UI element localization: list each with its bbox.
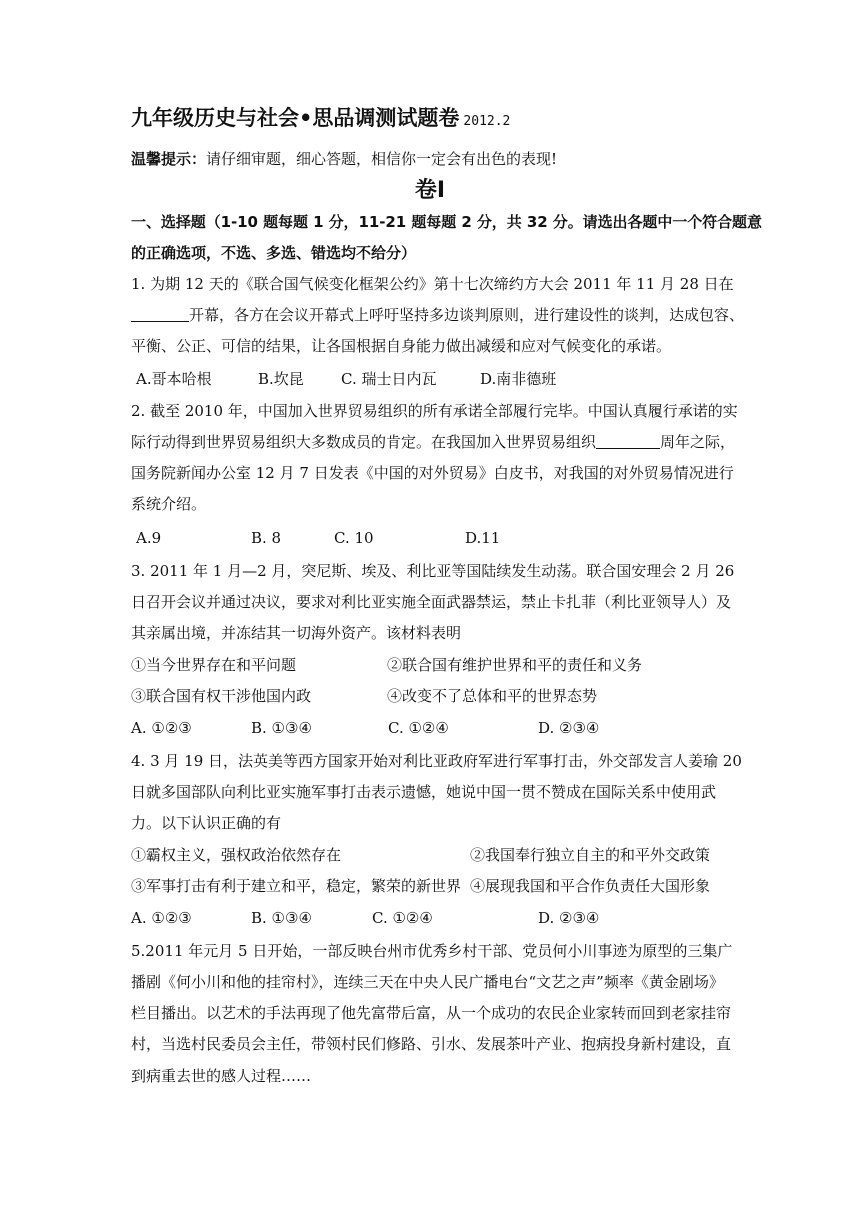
q2-option-c: C. 10 bbox=[334, 529, 374, 547]
hint-label: 温馨提示： bbox=[131, 150, 207, 168]
q4-option-d: D. ②③④ bbox=[538, 909, 600, 927]
q1-option-d: D.南非德班 bbox=[480, 370, 557, 388]
q4-option-c: C. ①②④ bbox=[372, 909, 433, 927]
title-text: 九年级历史与社会•思品调测试题卷 bbox=[131, 106, 460, 130]
q1-line-2 bbox=[131, 305, 744, 325]
q3-option-c: C. ①②④ bbox=[388, 719, 449, 737]
q4-line-2: 日就多国部队向利比亚实施军事打击表示遗憾，她说中国一贯不赞成在国际关系中使用武 bbox=[131, 783, 717, 801]
q2-line-1: 2. 截至 2010 年，中国加入世界贸易组织的所有承诺全部履行完毕。中国认真履行承诺的实 bbox=[131, 402, 738, 420]
q3-statement-4: ④改变不了总体和平的世界态势 bbox=[387, 687, 598, 705]
q4-statements-1 bbox=[131, 845, 711, 865]
q2-line-2 bbox=[131, 432, 735, 452]
q1-option-a: A.哥本哈根 bbox=[136, 370, 212, 388]
q4-line-1: 4. 3 月 19 日，法英美等西方国家开始对利比亚政府军进行军事打击，外交部发言人姜瑜 20 bbox=[131, 752, 742, 770]
volume-heading: 卷Ⅰ bbox=[414, 178, 446, 203]
q3-line-1: 3. 2011 年 1 月—2 月，突尼斯、埃及、利比亚等国陆续发生动荡。联合国安理会 2 月 26 bbox=[131, 562, 735, 580]
q5-line-4: 村，当选村民委员会主任，带领村民们修路、引水、发展茶叶产业、抱病投身新村建设，直 bbox=[131, 1035, 732, 1053]
hint-line bbox=[131, 149, 557, 169]
q1-line-1: 1. 为期 12 天的《联合国气候变化框架公约》第十七次缔约方大会 2011 年 11 月 28 日在 bbox=[131, 275, 734, 293]
q3-option-a: A. ①②③ bbox=[131, 719, 192, 737]
q4-statements-2 bbox=[131, 876, 711, 896]
q4-statement-4: ④展现我国和平合作负责任大国形象 bbox=[470, 877, 711, 895]
q2-line-2b: 周年之际， bbox=[660, 433, 736, 451]
q5-line-1: 5.2011 年元月 5 日开始，一部反映台州市优秀乡村干部、党员何小川事迹为原型的三集广 bbox=[131, 942, 733, 960]
answer-blank bbox=[131, 305, 189, 322]
q4-line-3: 力。以下认识正确的有 bbox=[131, 814, 282, 832]
q3-statement-1: ①当今世界存在和平问题 bbox=[131, 656, 297, 674]
hint-text: 请仔细审题，细心答题，相信你一定会有出色的表现! bbox=[206, 150, 558, 168]
q3-option-d: D. ②③④ bbox=[538, 719, 600, 737]
q3-line-3: 其亲属出境，并冻结其一切海外资产。该材料表明 bbox=[131, 624, 462, 642]
section-instructions-2: 的正确选项，不选、多选、错选均不给分） bbox=[131, 244, 417, 262]
q3-statements-1 bbox=[131, 655, 643, 675]
q3-statement-3: ③联合国有权干涉他国内政 bbox=[131, 687, 312, 705]
exam-title bbox=[131, 102, 510, 132]
q2-line-4: 系统介绍。 bbox=[131, 495, 207, 513]
q3-statement-2: ②联合国有维护世界和平的责任和义务 bbox=[387, 656, 643, 674]
q4-option-a: A. ①②③ bbox=[131, 909, 192, 927]
q5-line-2: 播剧《何小川和他的挂帘村》，连续三天在中央人民广播电台“文艺之声”频率《黄金剧场》 bbox=[131, 973, 724, 991]
q2-option-a: A.9 bbox=[136, 529, 162, 547]
q4-statement-1: ①霸权主义，强权政治依然存在 bbox=[131, 846, 342, 864]
exam-date: 2012.2 bbox=[463, 114, 511, 129]
q2-option-d: D.11 bbox=[465, 529, 501, 547]
q5-line-3: 栏目播出。以艺术的手法再现了他先富带后富，从一个成功的农民企业家转而回到老家挂帘 bbox=[131, 1004, 732, 1022]
q3-statements-2 bbox=[131, 686, 598, 706]
q3-line-2: 日召开会议并通过决议，要求对利比亚实施全面武器禁运，禁止卡扎菲（利比亚领导人）及 bbox=[131, 593, 732, 611]
q1-line-2-text: 开幕，各方在会议开幕式上呼吁坚持多边谈判原则，进行建设性的谈判，达成包容、 bbox=[189, 306, 745, 324]
q2-line-2a: 际行动得到世界贸易组织大多数成员的肯定。在我国加入世界贸易组织 bbox=[131, 433, 597, 451]
q1-option-b: B.坎昆 bbox=[258, 370, 304, 388]
q2-option-b: B. 8 bbox=[251, 529, 282, 547]
answer-blank bbox=[596, 432, 660, 449]
q3-option-b: B. ①③④ bbox=[251, 719, 312, 737]
q2-line-3: 国务院新闻办公室 12 月 7 日发表《中国的对外贸易》白皮书，对我国的对外贸易情况进行 bbox=[131, 464, 734, 482]
q5-line-5: 到病重去世的感人过程…… bbox=[131, 1067, 312, 1085]
q1-option-c: C. 瑞士日内瓦 bbox=[341, 370, 437, 388]
q4-statement-3: ③军事打击有利于建立和平，稳定，繁荣的新世界 bbox=[131, 877, 462, 895]
q1-line-3: 平衡、公正、可信的结果，让各国根据自身能力做出减缓和应对气候变化的承诺。 bbox=[131, 337, 672, 355]
q4-statement-2: ②我国奉行独立自主的和平外交政策 bbox=[470, 846, 711, 864]
section-instructions-1: 一、选择题（1-10 题每题 1 分，11-21 题每题 2 分，共 32 分。请选出各题中一个符合题意 bbox=[131, 213, 762, 231]
q4-option-b: B. ①③④ bbox=[251, 909, 312, 927]
